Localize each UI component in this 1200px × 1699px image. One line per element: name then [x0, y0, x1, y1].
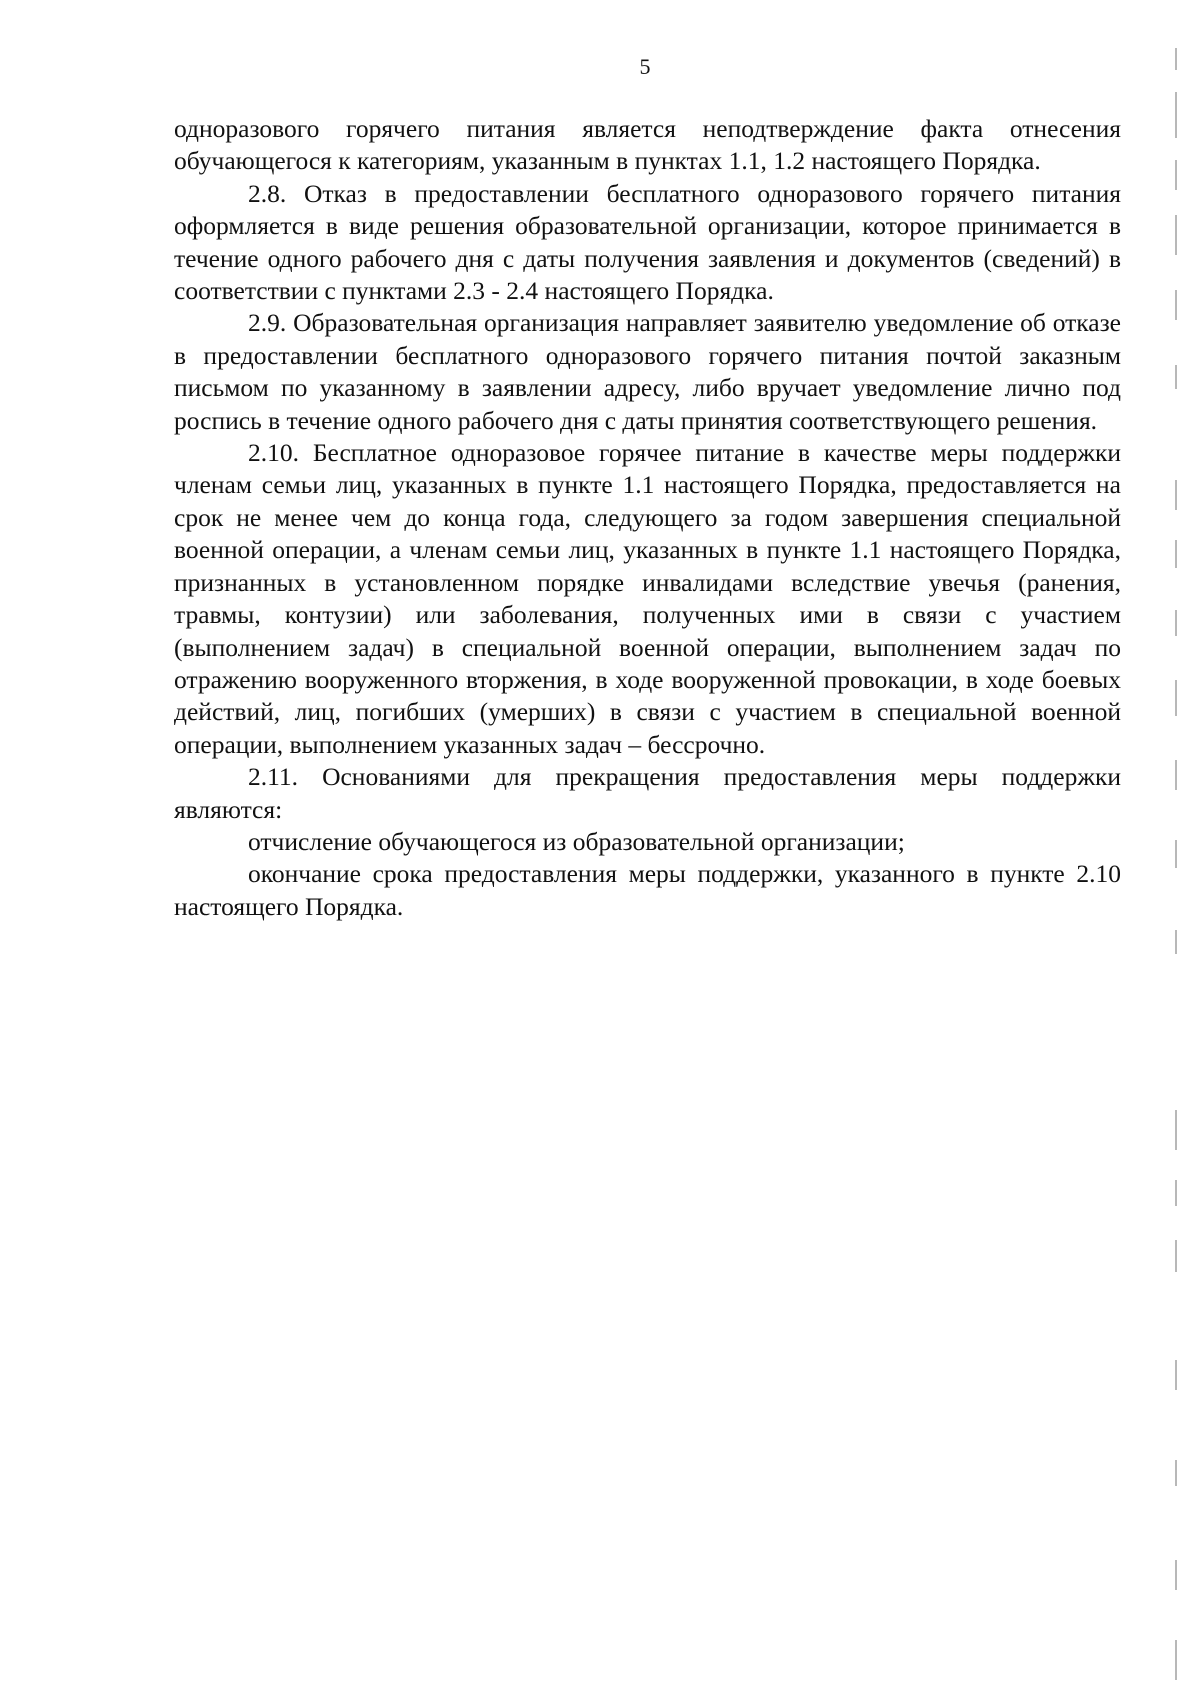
- scan-edge-mark: [1175, 290, 1177, 320]
- scan-edge-mark: [1175, 540, 1177, 568]
- scan-edge-mark: [1175, 760, 1177, 790]
- scan-edge-mark: [1175, 92, 1177, 138]
- scan-edge-mark: [1175, 480, 1177, 510]
- paragraph-continuation: одноразового горячего питания является неподтверждение факта отнесения обучающегося к категориям, указанным в пунктах 1.1, 1.2 настоящего Порядка.: [174, 114, 1121, 176]
- document-body: [174, 113, 1121, 923]
- scan-edge-mark: [1175, 1180, 1177, 1206]
- paragraph-2-8: 2.8. Отказ в предоставлении бесплатного одноразового горячего питания оформляется в виде решения образовательной организации, которое принимается в течение одного рабочего дня с даты получения заявления и документов (сведений) в соответствии с пунктами 2.3 - 2.4 настоящего Порядка.: [174, 178, 1121, 306]
- paragraph-termination-reason-1: отчисление обучающегося из образовательной организации;: [248, 826, 905, 856]
- scan-edge-mark: [1175, 1240, 1177, 1272]
- scan-edge-mark: [1175, 840, 1177, 868]
- scan-edge-mark: [1175, 1460, 1177, 1486]
- scan-edge-mark: [1175, 365, 1177, 389]
- scan-edge-mark: [1175, 680, 1177, 716]
- scan-edge-mark: [1175, 1640, 1177, 1680]
- paragraph-2-11: 2.11. Основаниями для прекращения предоставления меры поддержки являются:: [174, 762, 1121, 824]
- scan-edge-mark: [1175, 160, 1177, 190]
- page-number: 5: [639, 54, 651, 79]
- scan-edge-mark: [1175, 1110, 1177, 1150]
- scan-edge-mark: [1175, 215, 1177, 255]
- paragraph-2-10: 2.10. Бесплатное одноразовое горячее питание в качестве меры поддержки членам семьи лиц, указанных в пункте 1.1 настоящего Порядка, предоставляется на срок не менее чем до конца года, следующего за годом завершения специальной военной операции, а членам семьи лиц, указанных в пункте 1.1 настоящего Порядка, признанных в установленном порядке инвалидами вследствие увечья (ранения, травмы, контузии) или заболевания, полученных ими в связи с участием (выполнением задач) в специальной военной операции, выполнением задач по отражению вооруженного вторжения, в ходе вооруженной провокации, в ходе боевых действий, лиц, погибших (умерших) в связи с участием в специальной военной операции, выполнением указанных задач – бессрочно.: [174, 438, 1121, 759]
- paragraph-2-9: 2.9. Образовательная организация направляет заявителю уведомление об отказе в предоставлении бесплатного одноразового горячего питания почтой заказным письмом по указанному в заявлении адресу, либо вручает уведомление лично под роспись в течение одного рабочего дня с даты принятия соответствующего решения.: [174, 308, 1121, 435]
- scan-edge-mark: [1175, 48, 1177, 70]
- scan-edge-mark: [1175, 930, 1177, 954]
- scan-edge-mark: [1175, 1360, 1177, 1390]
- paragraph-termination-reason-2: окончание срока предоставления меры поддержки, указанного в пункте 2.10 настоящего Порядка.: [174, 859, 1121, 921]
- scan-edge-mark: [1175, 1560, 1177, 1590]
- scan-edge-mark: [1175, 610, 1177, 636]
